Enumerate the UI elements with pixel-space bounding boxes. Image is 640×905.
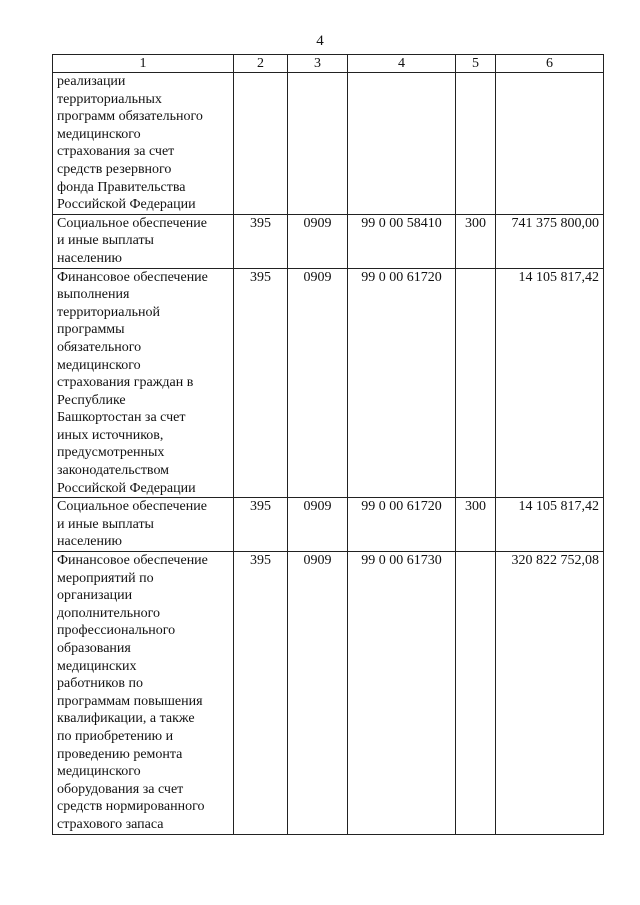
cell-name-line: образования bbox=[57, 641, 131, 656]
cell-admin-code: 395 bbox=[234, 214, 288, 268]
cell-name bbox=[53, 268, 234, 498]
cell-name-line: квалификации, а также bbox=[57, 711, 195, 727]
cell-name-line: Башкортостан за счет bbox=[57, 410, 186, 426]
cell-expense-type bbox=[456, 268, 496, 498]
cell-admin-code bbox=[234, 73, 288, 215]
cell-name-line: страхования граждан в bbox=[57, 375, 194, 391]
table-row bbox=[53, 268, 604, 498]
column-header-4: 4 bbox=[348, 55, 456, 73]
cell-name-line: медицинского bbox=[57, 357, 141, 373]
page-number: 4 bbox=[316, 33, 324, 49]
cell-name bbox=[53, 498, 234, 552]
cell-name-line: страхового запаса bbox=[57, 816, 164, 832]
cell-name-line: программ обязательного bbox=[57, 109, 203, 125]
cell-name-line: Социальное обеспечение bbox=[57, 499, 207, 515]
cell-name-line: по приобретению и bbox=[57, 728, 174, 744]
cell-name-line: иных источников, bbox=[57, 427, 164, 443]
cell-name-line: мероприятий по bbox=[57, 570, 154, 586]
column-header-6: 6 bbox=[496, 55, 604, 73]
cell-name-line: предусмотренных bbox=[57, 445, 165, 461]
cell-target-code: 99 0 00 58410 bbox=[348, 214, 456, 268]
cell-name-line: работников по bbox=[57, 676, 143, 692]
cell-name-line: обязательного bbox=[57, 339, 142, 355]
cell-name-line: программам повышения bbox=[57, 693, 203, 709]
cell-name-line: реализации bbox=[57, 74, 126, 89]
table-header-row bbox=[53, 55, 604, 73]
table-body bbox=[53, 73, 604, 835]
cell-section-code: 0909 bbox=[288, 214, 348, 268]
cell-name-line: проведению ремонта bbox=[57, 746, 183, 762]
cell-target-code: 99 0 00 61720 bbox=[348, 268, 456, 498]
table-row bbox=[53, 73, 604, 215]
column-header-5: 5 bbox=[456, 55, 496, 73]
cell-expense-type bbox=[456, 552, 496, 835]
cell-name-line: выполнения bbox=[57, 287, 130, 303]
cell-name-line: Финансовое обеспечение bbox=[57, 553, 208, 569]
column-header-2: 2 bbox=[234, 55, 288, 73]
budget-table bbox=[52, 54, 604, 835]
cell-expense-type: 300 bbox=[456, 498, 496, 552]
cell-name-line: территориальных bbox=[57, 91, 162, 107]
column-header-1: 1 bbox=[53, 55, 234, 73]
cell-amount: 741 375 800,00 bbox=[496, 214, 604, 268]
cell-name-line: оборудования за счет bbox=[57, 781, 184, 797]
cell-amount: 14 105 817,42 bbox=[496, 268, 604, 498]
cell-name-line: медицинского bbox=[57, 764, 141, 780]
cell-name-line: населению bbox=[57, 250, 122, 266]
cell-name-line: средств нормированного bbox=[57, 799, 205, 815]
cell-admin-code: 395 bbox=[234, 498, 288, 552]
cell-target-code: 99 0 00 61720 bbox=[348, 498, 456, 552]
cell-name bbox=[53, 552, 234, 835]
cell-amount bbox=[496, 73, 604, 215]
cell-name-line: Социальное обеспечение bbox=[57, 215, 207, 231]
cell-name-line: фонда Правительства bbox=[57, 179, 186, 195]
table-row bbox=[53, 498, 604, 552]
cell-name bbox=[53, 73, 234, 215]
table-row bbox=[53, 552, 604, 835]
cell-expense-type bbox=[456, 73, 496, 215]
column-header-3: 3 bbox=[288, 55, 348, 73]
cell-name-line: страхования за счет bbox=[57, 144, 175, 160]
cell-target-code bbox=[348, 73, 456, 215]
cell-amount: 320 822 752,08 bbox=[496, 552, 604, 835]
cell-section-code: 0909 bbox=[288, 498, 348, 552]
cell-admin-code: 395 bbox=[234, 268, 288, 498]
table-row bbox=[53, 214, 604, 268]
cell-name-line: дополнительного bbox=[57, 605, 160, 621]
cell-name-line: Республике bbox=[57, 392, 126, 408]
cell-section-code: 0909 bbox=[288, 552, 348, 835]
cell-name-line: законодательством bbox=[57, 463, 170, 479]
cell-name-line: профессионального bbox=[57, 623, 176, 639]
cell-target-code: 99 0 00 61730 bbox=[348, 552, 456, 835]
cell-name-line: средств резервного bbox=[57, 161, 172, 177]
cell-section-code: 0909 bbox=[288, 268, 348, 498]
cell-name-line: населению bbox=[57, 534, 122, 550]
cell-name-line: медицинского bbox=[57, 126, 141, 142]
cell-name-line: программы bbox=[57, 322, 125, 338]
cell-section-code bbox=[288, 73, 348, 215]
cell-name-line: Российской Федерации bbox=[57, 480, 196, 496]
cell-name bbox=[53, 214, 234, 268]
cell-name-line: организации bbox=[57, 588, 133, 604]
cell-name-line: Финансовое обеспечение bbox=[57, 269, 208, 285]
cell-name-line: территориальной bbox=[57, 304, 160, 320]
cell-amount: 14 105 817,42 bbox=[496, 498, 604, 552]
cell-name-line: медицинских bbox=[57, 658, 137, 674]
cell-name-line: Российской Федерации bbox=[57, 197, 196, 213]
cell-name-line: и иные выплаты bbox=[57, 233, 154, 249]
cell-name-line: и иные выплаты bbox=[57, 516, 154, 532]
cell-expense-type: 300 bbox=[456, 214, 496, 268]
cell-admin-code: 395 bbox=[234, 552, 288, 835]
